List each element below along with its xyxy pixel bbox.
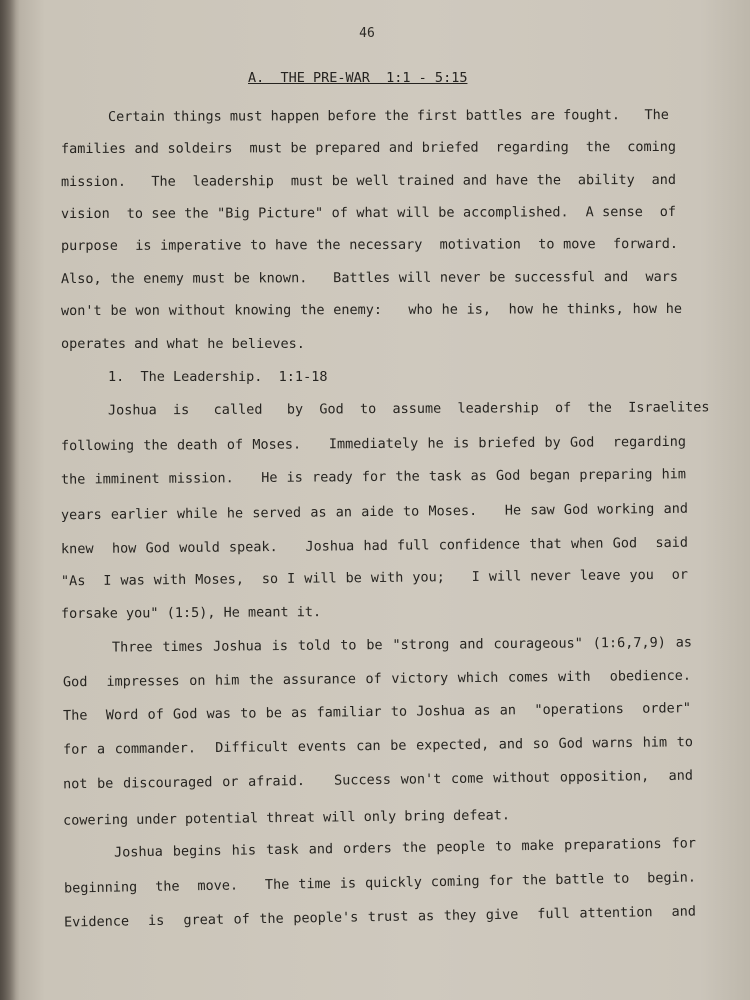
page-binding-shadow [0, 0, 16, 1000]
section-heading: A. THE PRE-WAR 1:1 - 5:15 [248, 70, 468, 86]
body-line-15: "As I was with Moses, so I will be with you; I will never leave you or [60, 566, 689, 590]
body-line-14: knew how God would speak. Joshua had full confidence that when God said [60, 534, 689, 558]
body-line-22: cowering under potential threat will only bring defeat. [62, 807, 511, 829]
body-line-7: won't be won without knowing the enemy: who he is, how he thinks, how he [60, 300, 683, 320]
body-line-8: operates and what he believes. [61, 336, 305, 352]
body-line-18: God impresses on him the assurance of victory which comes with obedience. [62, 667, 692, 691]
body-line-10: Joshua is called by God to assume leadership of the Israelites [107, 399, 710, 419]
body-line-5: purpose is imperative to have the necessary motivation to move forward. [60, 235, 679, 255]
body-line-2: families and soldeirs must be prepared and briefed regarding the coming [60, 138, 677, 158]
body-line-12: the imminent mission. He is ready for the task as God began preparing him [60, 466, 687, 488]
body-line-17: Three times Joshua is told to be "strong and courageous" (1:6,7,9) as [111, 634, 693, 656]
body-line-1: Certain things must happen before the first battles are fought. The [107, 107, 669, 125]
body-line-3: mission. The leadership must be well trained and have the ability and [60, 171, 677, 191]
body-line-21: not be discouraged or afraid. Success won't come without opposition, and [62, 767, 694, 793]
subsection-heading: 1. The Leadership. 1:1-18 [108, 369, 328, 385]
body-line-19: The Word of God was to be as familiar to Joshua as an "operations order" [62, 700, 692, 724]
body-line-13: years earlier while he served as an aide to Moses. He saw God working and [60, 500, 689, 524]
body-line-4: vision to see the "Big Picture" of what will be accomplished. A sense of [60, 203, 677, 223]
body-line-25: Evidence is great of the people's trust as they give full attention and [63, 903, 697, 931]
body-line-20: for a commander. Difficult events can be expected, and so God warns him to [62, 734, 694, 758]
body-line-11: following the death of Moses. Immediately he is briefed by God regarding [60, 433, 687, 455]
page-number: 46 [359, 26, 375, 41]
body-line-24: beginning the move. The time is quickly coming for the battle to begin. [63, 869, 697, 897]
body-line-16: forsake you" (1:5), He meant it. [60, 604, 322, 622]
body-line-6: Also, the enemy must be known. Battles will never be successful and wars [60, 268, 679, 288]
body-line-23: Joshua begins his task and orders the people to make preparations for [113, 835, 697, 861]
